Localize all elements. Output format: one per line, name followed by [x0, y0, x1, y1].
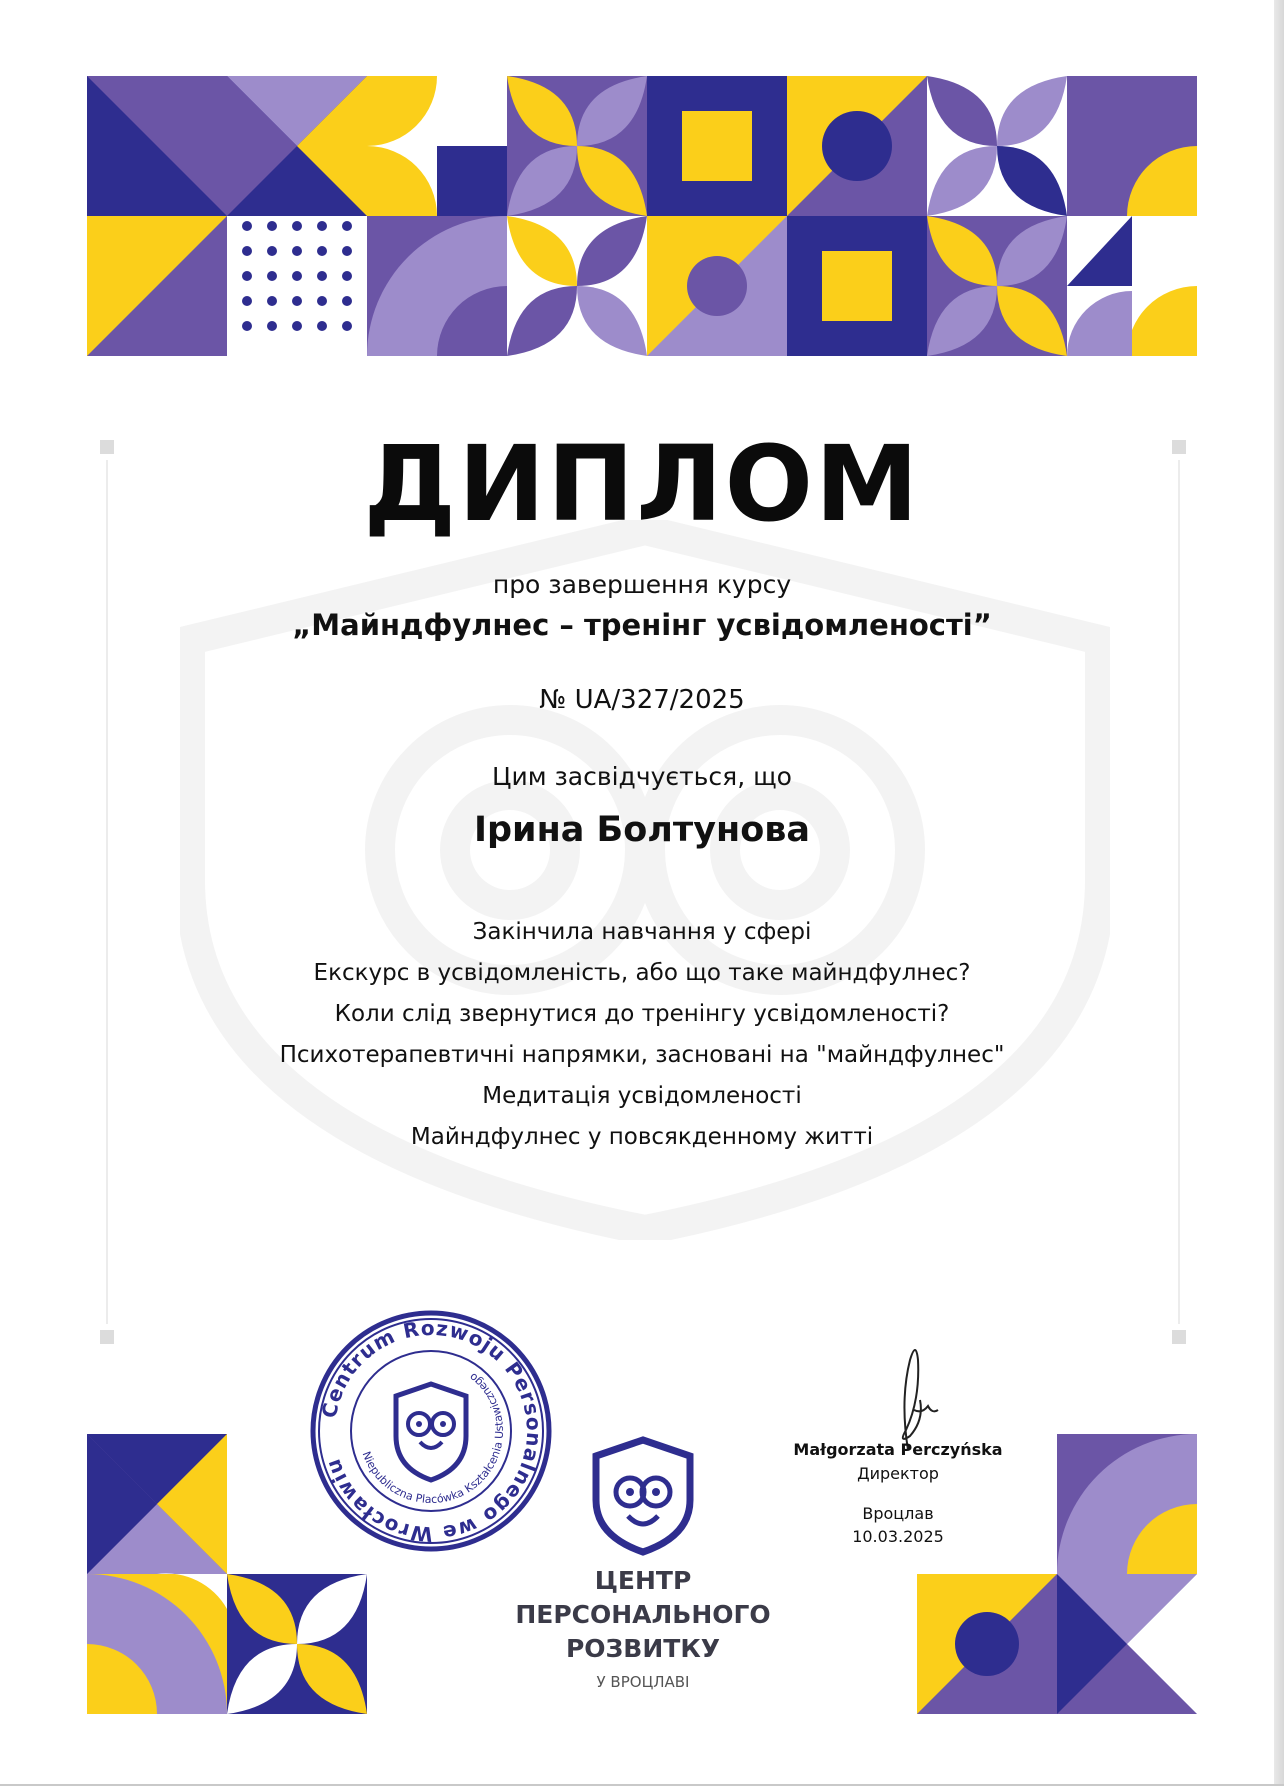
topic-line: Психотерапевтичні напрямки, засновані на "майндфулнес"	[279, 1042, 1005, 1068]
logo-line-2: ПЕРСОНАЛЬНОГО	[515, 1600, 771, 1629]
topic-line: Закінчила навчання у сфері	[472, 919, 812, 945]
topics-list	[0, 912, 1284, 1158]
official-stamp	[308, 1308, 554, 1554]
diploma-title: ДИПЛОМ	[363, 423, 921, 545]
logo-line-1: ЦЕНТР	[594, 1566, 692, 1595]
svg-text:Centrum Rozwoju Personalnego w: Centrum Rozwoju Personalnego we Wrocławiu	[316, 1315, 547, 1547]
signer-role: Директор	[857, 1464, 939, 1483]
issue-city: Вроцлав	[862, 1504, 934, 1523]
topic-line: Медитація усвідомленості	[482, 1083, 802, 1109]
logo-line-3: РОЗВИТКУ	[565, 1634, 721, 1663]
top-geometric-pattern	[87, 76, 1197, 356]
logo-line-4: У ВРОЦЛАВІ	[596, 1673, 690, 1691]
issue-date: 10.03.2025	[852, 1527, 944, 1546]
topic-line: Коли слід звернутися до тренінгу усвідомленості?	[334, 1001, 950, 1027]
page-edge-shadow	[1274, 0, 1284, 1786]
topic-line: Майндфулнес у повсякденному житті	[410, 1124, 874, 1150]
svg-text:Niepubliczna Placówka Kształce: Niepubliczna Placówka Kształcenia Ustawicznego	[359, 1370, 507, 1507]
signer-name: Małgorzata Perczyńska	[793, 1440, 1003, 1459]
certify-text: Цим засвідчується, що	[492, 762, 792, 791]
owl-shield-logo-icon	[588, 1436, 698, 1556]
topic-line: Екскурс в усвідомленість, або що таке майндфулнес?	[313, 960, 971, 986]
recipient-name: Ірина Болтунова	[473, 810, 811, 850]
diploma-subtitle: про завершення курсу	[492, 570, 792, 599]
course-name: „Майндфулнес – тренінг усвідомленості”	[292, 608, 992, 642]
diploma-number: № UA/327/2025	[539, 685, 745, 715]
